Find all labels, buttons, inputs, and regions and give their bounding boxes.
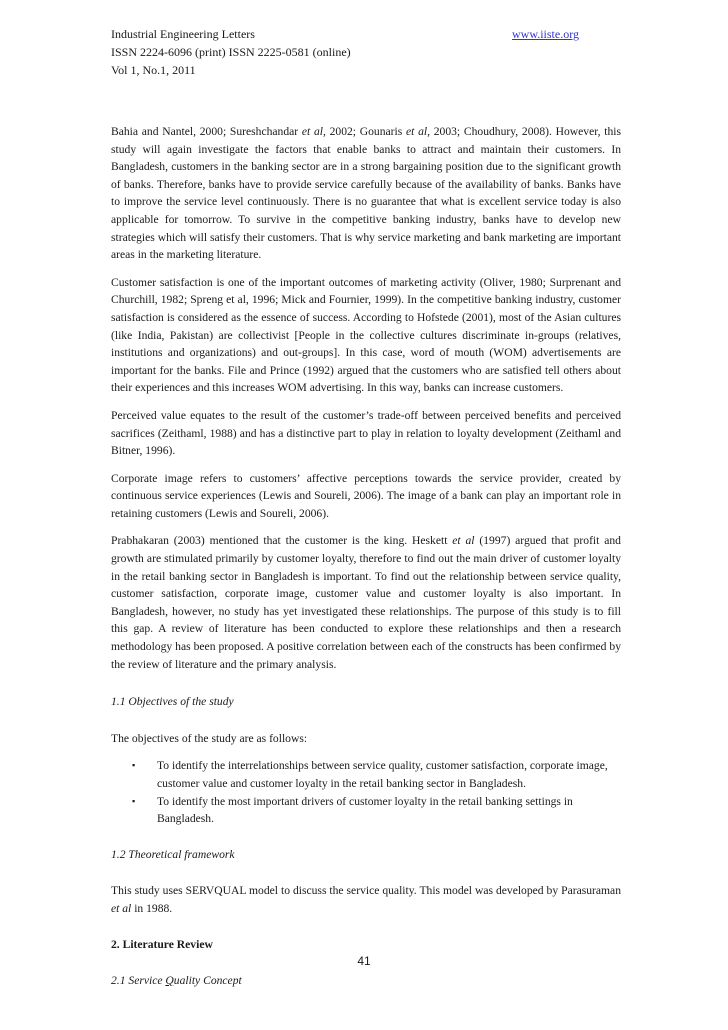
bullet-icon: ▪ [132,760,136,771]
list-item: ▪ To identify the interrelationships between service quality, customer satisfaction, corporate image, customer value and customer loyalty in the retail banking sector in Bangladesh. [132,759,608,790]
journal-website-link[interactable]: www.iiste.org [512,27,579,41]
page-number: 41 [357,954,371,968]
article-body [111,123,621,1009]
paragraph-perceived-value: Perceived value equates to the result of the customer’s trade-off between perceived benefits and perceived sacrifices (Zeithaml, 1988) and has a distinctive part to play in relation to loyalty development (Zeithaml and Bitner, 1996). [111,408,621,458]
bullet-icon: ▪ [132,795,136,806]
paragraph-corporate-image: Corporate image refers to customers’ affective perceptions towards the service provider, created by continuous service experiences (Lewis and Soureli, 2006). The image of a bank can play an important role in retaining customers (Lewis and Soureli, 2006). [111,471,621,520]
heading-objectives: 1.1 Objectives of the study [111,695,234,709]
paragraph-customer-loyalty: Prabhakaran (2003) mentioned that the customer is the king. Heskett et al (1997) argued that profit and growth are stimulated primarily by customer loyalty, therefore to find out the main driver of customer loyalty in the retail banking sector in Bangladesh is important. To find out the relationship between service quality, customer satisfaction, corporate image, customer value and customer loyalty is also important. In Bangladesh, however, no study has yet investigated these relationships. The purpose of this study is to fill this gap. A review of literature has been conducted to explore these relationships and then a research methodology has been proposed. A positive correlation between each of the constructs has been confirmed by the review of literature and the primary analysis. [111,534,621,671]
volume-line: Vol 1, No.1, 2011 [111,63,196,77]
objectives-intro: The objectives of the study are as follows: [111,731,308,745]
heading-literature-review: 2. Literature Review [111,937,213,951]
paragraph-intro: Bahia and Nantel, 2000; Sureshchandar et al, 2002; Gounaris et al, 2003; Choudhury, 2008). However, this study will again investigate the factors that enable banks to attract and maintain their customers. In Bangladesh, customers in the banking sector are in a strong bargaining position due to the significant growth of banks. Therefore, banks have to provide service carefully because of the availability of banks. Banks have to improve the service level continuously. There is no guarantee that what is excellent service today is also applicable for tomorrow. To survive in the competitive banking industry, banks have to develop new strategies which will satisfy their customers. That is why service marketing and bank marketing are important areas in the marketing literature. [111,125,621,262]
heading-service-quality-concept: 2.1 Service Quality Concept [111,974,242,988]
heading-theoretical-framework: 1.2 Theoretical framework [111,847,235,861]
journal-title: Industrial Engineering Letters [111,27,255,41]
issn-line: ISSN 2224-6096 (print) ISSN 2225-0581 (online) [111,45,351,59]
paragraph-customer-satisfaction: Customer satisfaction is one of the important outcomes of marketing activity (Oliver, 1980; Surprenant and Churchill, 1982; Spreng et al, 1996; Mick and Fournier, 1999). In the competitive banking industry, customer satisfaction is considered as the essence of success. According to Hofstede (2001), most of the Asian cultures (like India, Pakistan) are collectivist [People in the collective cultures discriminate in-groups (relatives, institutions and organizations) and out-groups]. In this case, word of mouth (WOM) advertisements are important for the banks. File and Prince (1992) argued that the customers who are satisfied tell others about their experiences and this increases WOM advertising. In this way, banks can increase customers. [111,275,621,395]
paragraph-servqual: This study uses SERVQUAL model to discuss the service quality. This model was developed by Parasuraman et al in 1988. [111,884,621,915]
list-item: ▪ To identify the most important drivers of customer loyalty in the retail banking settings in Bangladesh. [132,794,573,826]
objectives-list [111,757,621,827]
